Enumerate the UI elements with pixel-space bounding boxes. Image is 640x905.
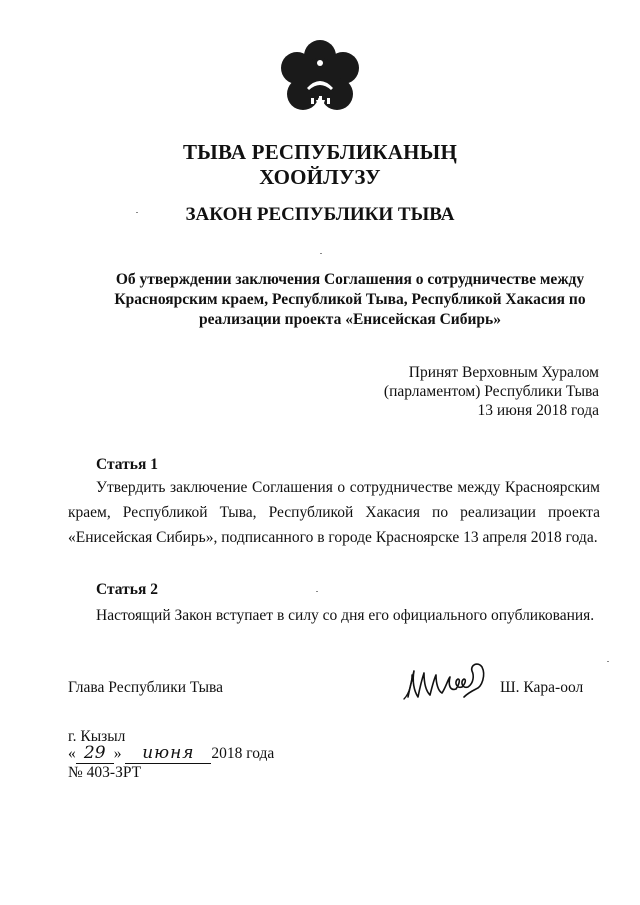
date-month: июня: [125, 744, 211, 764]
article-1-title: Статья 1: [96, 456, 158, 473]
law-heading-line: Красноярским краем, Республикой Тыва, Республикой Хакасия по: [114, 291, 586, 308]
signing-city: г. Кызыл: [68, 728, 126, 745]
scan-speck: [316, 591, 318, 592]
adoption-date: 13 июня 2018 года: [477, 402, 599, 419]
law-heading: [90, 270, 610, 330]
article-2-text: Настоящий Закон вступает в силу со дня его официального опубликования.: [96, 607, 595, 624]
tuva-emblem-icon: [277, 38, 363, 118]
head-name: Ш. Кара-оол: [500, 679, 584, 696]
article-2-title: Статья 2: [96, 581, 158, 598]
handwritten-signature: [402, 657, 502, 705]
head-title: Глава Республики Тыва: [68, 679, 224, 696]
title-tyva: [0, 140, 640, 190]
adoption-line: Принят Верховным Хуралом: [408, 364, 599, 381]
scan-speck: [320, 253, 322, 254]
scan-speck: [136, 212, 138, 213]
scan-speck: [607, 661, 609, 662]
title-tyva-line1: ТЫВА РЕСПУБЛИКАНЫҢ: [182, 140, 458, 164]
article-1-line: «Енисейская Сибирь», подписанного в городе Красноярске 13 апреля 2018 года.: [68, 529, 598, 546]
signing-date: [68, 744, 274, 764]
date-year: 2018 года: [211, 745, 275, 762]
adoption-line: (парламентом) Республики Тыва: [383, 383, 599, 400]
date-close-quote: »: [113, 745, 122, 762]
law-heading-line: реализации проекта «Енисейская Сибирь»: [199, 311, 501, 328]
article-1-line: краем, Республикой Тыва, Республикой Хакасия по реализации проекта: [68, 504, 600, 521]
article-1-line: Утвердить заключение Соглашения о сотрудничестве между Красноярским: [96, 479, 600, 496]
date-day: 29: [76, 744, 114, 764]
title-tyva-line2: ХООЙЛУЗУ: [259, 165, 381, 189]
date-open-quote: «: [68, 745, 76, 762]
title-russian: ЗАКОН РЕСПУБЛИКИ ТЫВА: [185, 204, 455, 225]
article-1-text: [68, 475, 600, 550]
adoption-note: [384, 363, 599, 420]
law-heading-line: Об утверждении заключения Соглашения о сотрудничестве между: [115, 271, 585, 288]
law-number: № 403-ЗРТ: [68, 764, 142, 781]
